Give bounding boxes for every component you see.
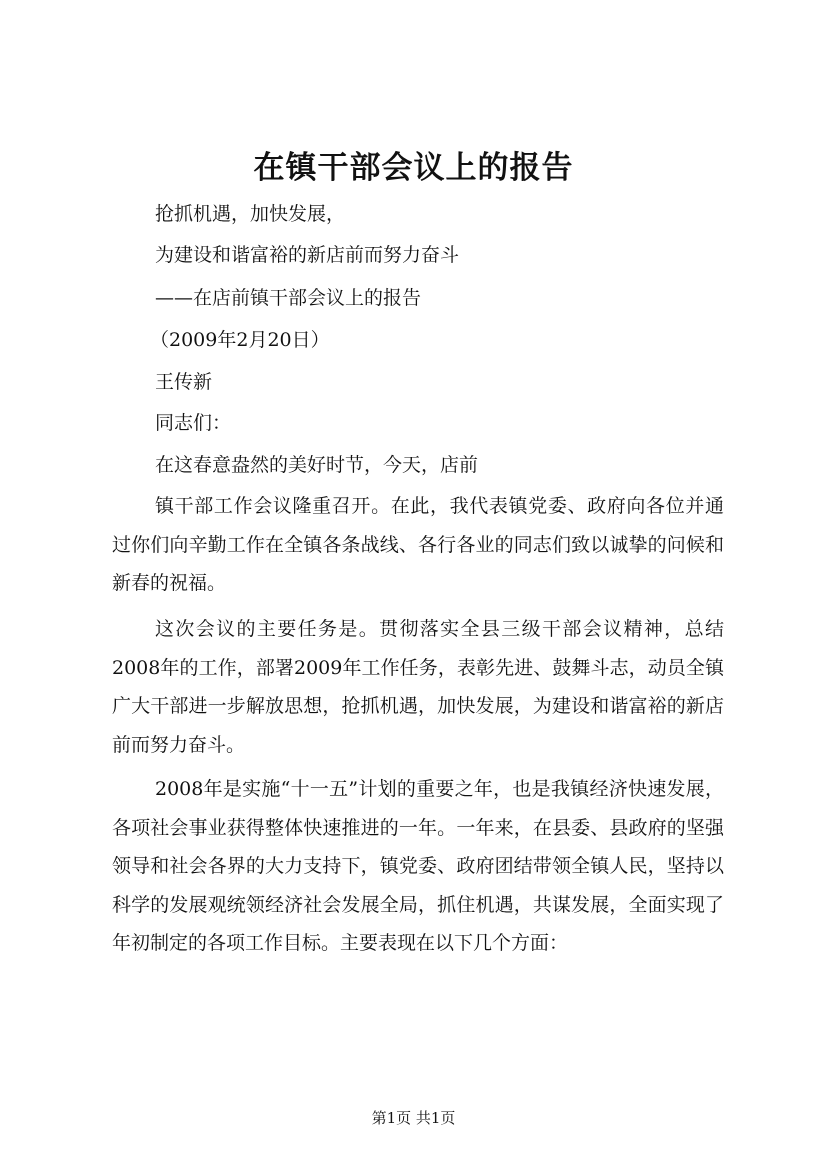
subtitle-line-2: 为建设和谐富裕的新店前而努力奋斗 — [155, 244, 460, 266]
body-paragraph-1: 镇干部工作会议隆重召开。在此，我代表镇党委、政府向各位并通过你们向辛勤工作在全镇各条战线、各行各业的同志们致以诚挚的问候和新春的祝福。 — [112, 495, 724, 595]
author-line: 王传新 — [155, 371, 213, 393]
subtitle-line-1: 抢抓机遇，加快发展， — [155, 203, 346, 225]
opening-line: 在这春意盎然的美好时节，今天，店前 — [155, 454, 479, 476]
body-paragraph-3: 2008年是实施“十一五”计划的重要之年，也是我镇经济快速发展，各项社会事业获得整体快速推进的一年。一年来，在县委、县政府的坚强领导和社会各界的大力支持下，镇党委、政府团结带领全镇人民，坚持以科学的发展观统领经济社会发展全局，抓住机遇，共谋发展，全面实现了年初制定的各项工作目标。主要表现在以下几个方面： — [112, 778, 724, 955]
page-footer: 第1页 共1页 — [371, 1109, 456, 1127]
salutation-line: 同志们： — [155, 412, 232, 434]
document-title: 在镇干部会议上的报告 — [253, 150, 574, 186]
body-paragraph-2: 这次会议的主要任务是。贯彻落实全县三级干部会议精神，总结2008年的工作，部署2009年工作任务，表彰先进、鼓舞斗志，动员全镇广大干部进一步解放思想，抢抓机遇，加快发展，为建设和谐富裕的新店前而努力奋斗。 — [112, 618, 724, 756]
subtitle-line-3: ——在店前镇干部会议上的报告 — [155, 287, 422, 309]
date-line: （2009年2月20日） — [150, 329, 330, 351]
